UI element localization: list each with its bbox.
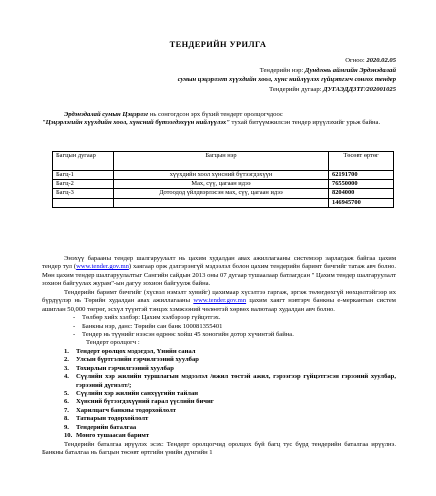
paragraph-purchase [42, 289, 396, 314]
item-number: 6. [64, 398, 69, 406]
table-header-cell: Багцын дугаар [53, 152, 114, 171]
date-value: 2020.02.05 [366, 57, 396, 64]
tender-site-link[interactable]: www.tender.gov.mn [193, 297, 247, 305]
item-number: 4. [64, 373, 69, 381]
list-item [64, 390, 396, 398]
item-text: Тохирлын гэрчилгээний хуулбар [76, 364, 174, 372]
list-item [64, 348, 396, 356]
item-text: Татварын тодорхойлолт [76, 415, 149, 423]
table-header-cell: Төсөвт өртөг [329, 152, 394, 171]
item-text: Тендерт оролцох мэдэгдэл, Үнийн санал [76, 347, 196, 355]
tender-subject-quote: "Цэцэрлэгийн хүүхдийн хоол, хүнсний бүтээгдэхүүн нийлүүлэх" [42, 119, 230, 127]
item-number: 3. [64, 364, 69, 372]
paragraph-text: Тендерийн баримт бичгийг (хүсвэл нэмэлт хувийг) цахимаар хүсэлтээ гаргаж, эргэж төлөгдөхгүй нөхцөлтэйгээр их бүрдүүлэр нь Төрийн худалдан авах ажиллагааны [42, 288, 396, 305]
item-text: Монго тушаасан баримт [76, 432, 150, 440]
item-text: Сүүлийн хэр жилийн санхүүгийн тайлан [76, 390, 199, 397]
package-name: Мах, сүү, цагаан идээ [114, 180, 329, 189]
item-number: 5. [64, 390, 69, 397]
tender-name-line [178, 66, 396, 76]
document-meta [178, 56, 396, 94]
intro-text-2: тухай битүүмжилсэн тендер ирүүлэхийг урьж байна. [229, 119, 381, 127]
list-item: - Тендер нь түүнийг нээсэн өдрөөс хойш 45 хоногийн дотор хүчинтэй байна. [82, 331, 396, 339]
package-budget: 76550000 [329, 180, 394, 189]
list-item [64, 365, 396, 373]
item-number: 10. [64, 432, 73, 440]
item-number: 7. [64, 406, 69, 414]
date-label: Огноо: [345, 57, 367, 64]
table-row [53, 180, 394, 189]
paragraph-system [42, 255, 396, 289]
tender-site-link[interactable]: www.tender.gov.mn [76, 263, 129, 271]
list-item [64, 424, 396, 432]
paragraph-text: ) хаягаар орж дэлгэрэнгүй мэдээлэл болон цахим тендерийн баримт бичгийг татаж авч болно. Мөн цахим тендер шалгаруулалтыг Сангийн сайдын 2013 оны 07 дугаар тушаалаар батлагдсан " Цахим тендер шалгаруулалт зохион байгуулах журам"-ын дагуу зохион байгуулж байна. [42, 263, 396, 288]
empty-cell [114, 198, 329, 207]
document-body [42, 255, 396, 458]
package-table [52, 151, 394, 208]
item-text: Улсын бүртгэлийн гэрчилгээний хуулбар [76, 356, 199, 364]
item-text: Харилцагч банкны тодорхойлолт [76, 406, 177, 414]
list-item: - Банкны нэр, данс: Төрийн сан банк 100081355401 [82, 323, 396, 331]
item-number: 8. [64, 415, 69, 423]
package-budget: 8204000 [329, 189, 394, 198]
list-item [64, 373, 396, 390]
total-budget: 146945700 [329, 198, 394, 207]
empty-cell [53, 198, 114, 207]
tender-number-value: ДУГАЭДДЗТГ/202001025 [323, 85, 396, 93]
document-title: ТЕНДЕРИЙН УРИЛГА [169, 40, 267, 49]
guarantee-paragraph: Тендерийн баталгаа ирүүлэх эсэх: Тендерт оролцогчид оролцох бүй багц тус бүрд тендерийн баталгаа ирүүлнэ. Банкны баталгаа нь багцын төсөвт өртгийн үнийн дүнгийн 1 [42, 440, 396, 457]
package-number: Багц-2 [53, 180, 114, 189]
item-number: 1. [64, 347, 69, 355]
table-header-row [53, 152, 394, 171]
tender-number-line [178, 85, 396, 95]
list-item: - Төлбөр хийх хэлбэр: Цахим хэлбэрээр гүйцэтгэх. [82, 314, 396, 322]
required-docs-list [42, 348, 396, 441]
item-text: Тендерийн баталгаа [76, 423, 137, 431]
date-line [178, 56, 396, 66]
list-item [64, 398, 396, 406]
item-number: 2. [64, 356, 69, 364]
package-number: Багц-3 [53, 189, 114, 198]
intro-text-1: нь сонгогдсон эрх бүхий тендерт оролцогчдоос [148, 111, 283, 118]
payment-info-list [42, 314, 396, 339]
tender-name-value-2: сумын цэцэрлэгт хүүхдийн хоол, хүнс нийлүүлэх гүйцэтгэгч сонгох тендер [177, 76, 396, 84]
tender-name-value-1: Дундговь аймгийн Эрдэнэдалай [304, 66, 396, 74]
list-item [64, 415, 396, 423]
item-text: Хүнсний бүтээгдэхүүний гарал үүслийн бичиг [76, 398, 214, 406]
table-total-row [53, 198, 394, 207]
package-name: хүүхдийн хоол хүнсний бүтээгдэхүүн [114, 171, 329, 180]
package-budget: 62191700 [329, 171, 394, 180]
table-row [53, 189, 394, 198]
tender-number-label: Тендерийн дугаар: [269, 85, 324, 93]
organization-name: Эрдэнэдалай сумын Цэцэрлэг [64, 111, 149, 118]
table-row [53, 171, 394, 180]
list-item [64, 432, 396, 440]
package-number: Багц-1 [53, 171, 114, 180]
list-item [64, 356, 396, 364]
intro-paragraph [42, 111, 396, 128]
required-docs-heading: Тендерт оролцогч : [86, 339, 140, 347]
table-header-cell: Багцын нэр [114, 152, 329, 171]
tender-name-label: Тендерийн нэр: [259, 66, 305, 74]
paragraph-text: цахим хаягт нэвтэрч банкны е-меркантын систем ашиглан 50,000 төгрөг, эсхүл түүнтэй тэнцэх хэмжээний чөлөөтэй хөрвөх валютаар худалдан авч болно. [42, 297, 396, 313]
item-number: 9. [64, 423, 69, 431]
paragraph-text: Энэхүү барааны тендер шалгаруулалт нь цахим худалдан авах ажиллагааны системээр зарлагдаж байгаа цахим тендер тул ( [42, 255, 396, 271]
item-text: Сүүлийн хэр жилийн туршлагын мэдээлэл /ижил төстэй ажил, гэрээгээр гүйцэтгэсэн гэрээний хуулбар, гэрээний дүгнэлт/; [76, 373, 396, 389]
list-item [64, 407, 396, 415]
package-name: Дотоодод үйлдвэрлэсэн мах, сүү, цагаан идээ [114, 189, 329, 198]
